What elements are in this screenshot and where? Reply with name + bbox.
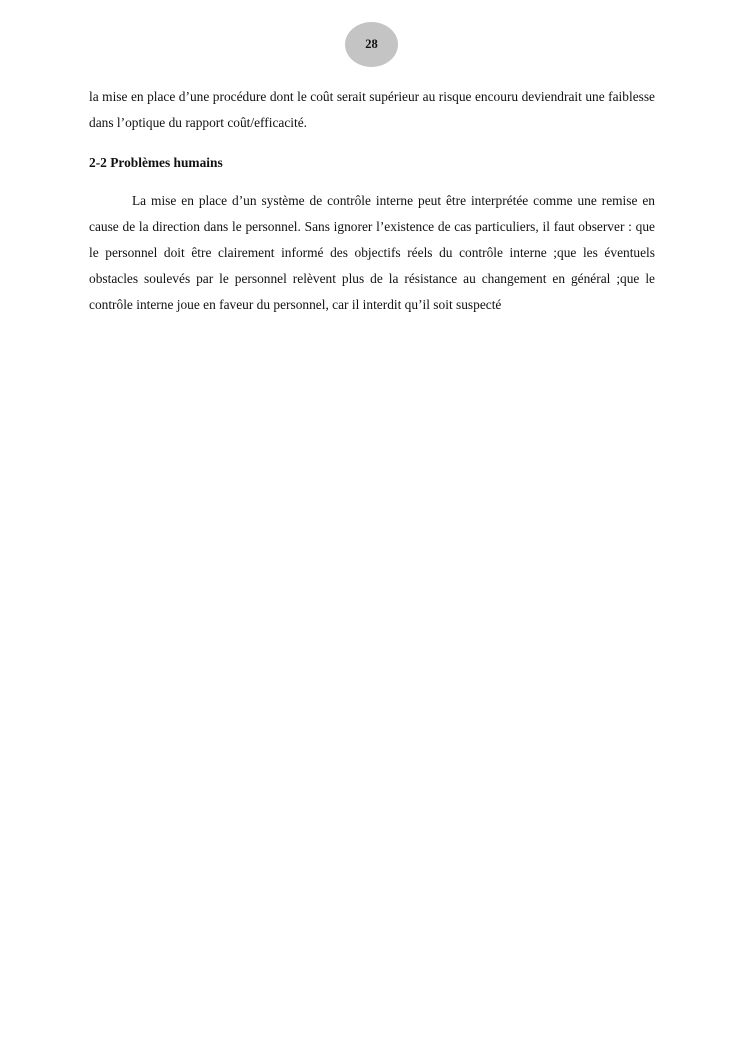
- document-body: [89, 84, 655, 317]
- paragraph-continuation: la mise en place d’une procédure dont le coût serait supérieur au risque encouru deviendrait une faiblesse dans l’optique du rapport coût/efficacité.: [89, 89, 655, 130]
- section-heading: 2-2 Problèmes humains: [89, 154, 223, 170]
- page-number-text: 28: [365, 37, 378, 51]
- paragraph-human-problems: La mise en place d’un système de contrôle interne peut être interprétée comme une remise en cause de la direction dans le personnel. Sans ignorer l’existence de cas particuliers, il faut observer : que le personnel doit être clairement informé des objectifs réels du contrôle interne ;que les éventuels obstacles soulevés par le personnel relèvent plus de la résistance au changement en général ;que le contrôle interne joue en faveur du personnel, car il interdit qu’il soit suspecté: [89, 193, 655, 312]
- page-number: [345, 22, 398, 67]
